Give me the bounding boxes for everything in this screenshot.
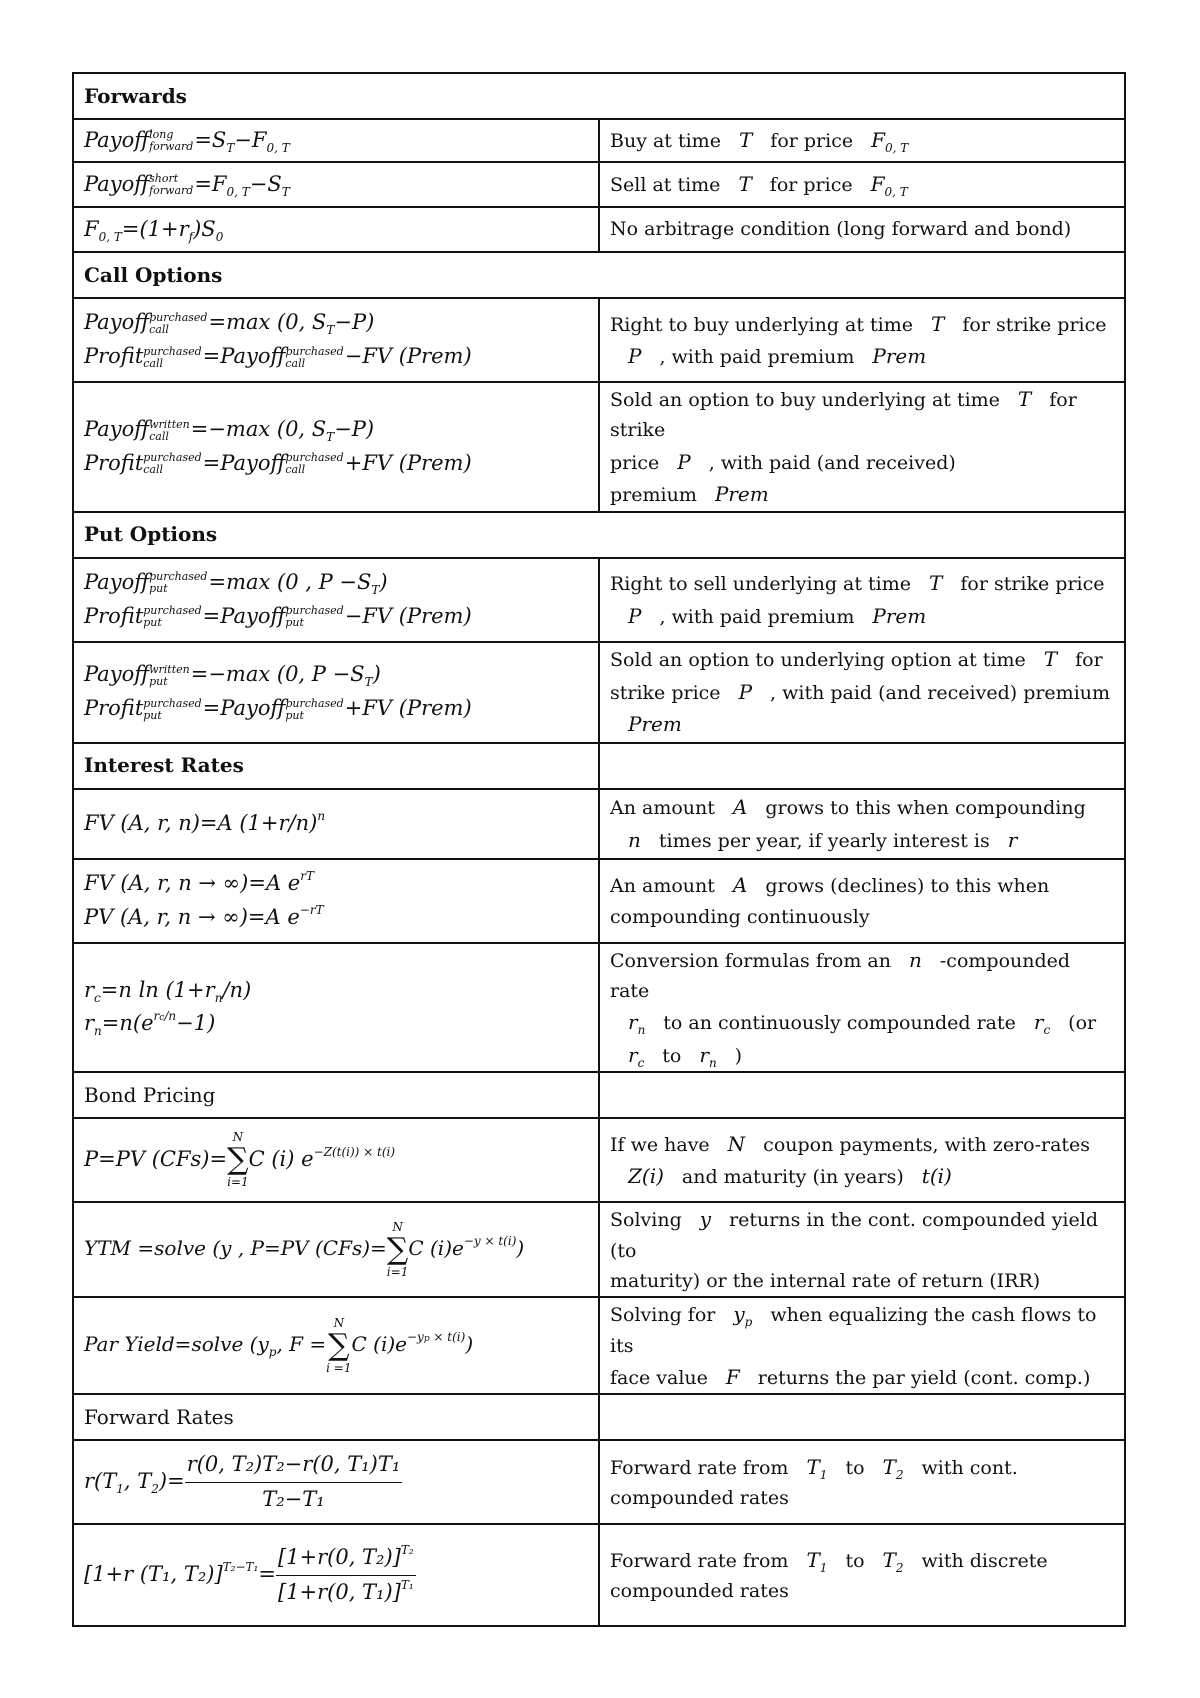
text-span: t(i) <box>921 1164 952 1189</box>
text-span: FV (A, r, n)=A (1+r/n) <box>84 810 318 835</box>
text-span: Sold an option to underlying option at time <box>610 649 1026 672</box>
text-span: call <box>285 463 306 477</box>
text-span: Bond Pricing <box>84 1082 216 1107</box>
text-span: −P) <box>334 417 375 442</box>
formula-cell <box>73 207 599 252</box>
text-span: F <box>725 1365 740 1390</box>
text-span: Profit <box>84 696 144 721</box>
text-span: r(T <box>84 1468 117 1493</box>
description-cell <box>599 1440 1125 1524</box>
text-span: n <box>637 1023 646 1038</box>
text-span: 0, T <box>884 185 908 200</box>
text-span: Forward rate from <box>610 1457 789 1480</box>
text-span: FV (A, r, n → ∞)=A e <box>84 870 301 895</box>
section-row-forwards <box>73 73 1125 119</box>
text-span: compounded rates <box>610 1487 789 1510</box>
text-span: −P) <box>334 310 375 335</box>
text-span: n <box>317 808 326 823</box>
empty-cell <box>599 743 1125 789</box>
text-span: , with paid premium <box>659 605 855 628</box>
text-span: Solving <box>610 1209 682 1232</box>
text-span: =−max (0, S <box>190 417 327 442</box>
text-span: T <box>364 675 373 690</box>
text-span: YTM =solve (y , P=PV (CFs)= <box>84 1236 387 1261</box>
text-span: put <box>143 616 162 630</box>
text-span: purchased <box>285 604 344 618</box>
text-span: ) <box>465 1332 474 1357</box>
section-row-bond-pricing <box>73 1072 1125 1118</box>
formula-row-rate-conversion <box>73 943 1125 1073</box>
description-cell <box>599 298 1125 382</box>
text-span: An amount <box>610 797 715 820</box>
text-span: T <box>326 323 335 338</box>
text-span: purchased <box>143 344 202 358</box>
formula-cell <box>73 1118 599 1202</box>
text-span: =Payoff <box>202 603 286 628</box>
description-cell <box>599 382 1125 512</box>
text-span: -compounded rate <box>610 949 1071 1002</box>
text-span: Prem <box>714 482 769 507</box>
text-span: ) <box>516 1236 525 1261</box>
section-heading-bond-pricing <box>73 1072 599 1118</box>
text-span: =S <box>194 127 227 152</box>
formula-cell <box>73 642 599 743</box>
text-span: Par Yield=solve (y <box>84 1332 269 1357</box>
section-heading-call-options <box>73 252 1125 298</box>
description-cell <box>599 789 1125 859</box>
formula-sheet-table <box>72 72 1126 1627</box>
text-span: call <box>143 356 164 370</box>
text-span: Interest Rates <box>84 753 244 778</box>
text-span: for <box>1075 649 1103 672</box>
formula-cell <box>73 859 599 943</box>
text-span: call <box>143 463 164 477</box>
text-span: r <box>84 1011 95 1036</box>
text-span: −FV (Prem) <box>344 603 472 628</box>
section-heading-forwards <box>73 73 1125 119</box>
text-span: Payoff <box>84 171 150 196</box>
text-span: −y × t(i) <box>463 1234 517 1249</box>
text-span: strike price <box>610 681 721 704</box>
text-span: coupon payments, with zero-rates <box>763 1133 1091 1156</box>
text-span: −F <box>234 127 267 152</box>
section-row-call-options <box>73 252 1125 298</box>
text-span: Payoff <box>84 662 150 687</box>
text-span: price <box>610 451 660 474</box>
text-span: = <box>258 1561 276 1586</box>
empty-cell <box>599 1072 1125 1118</box>
formula-row-forward-long <box>73 119 1125 162</box>
text-span: n <box>214 990 223 1005</box>
description-cell <box>599 558 1125 642</box>
formula-cell <box>73 943 599 1073</box>
text-span: c <box>94 990 101 1005</box>
text-span: p <box>268 1345 277 1360</box>
text-span: r <box>1033 1010 1044 1035</box>
text-span: P <box>628 344 642 368</box>
text-span: Prem <box>872 344 927 368</box>
text-span: −y <box>407 1330 424 1345</box>
text-span: and maturity (in years) <box>681 1166 904 1189</box>
formula-row-par-yield <box>73 1297 1125 1394</box>
description-cell <box>599 1297 1125 1394</box>
fraction <box>276 1541 416 1609</box>
text-span: =max (0 , P −S <box>208 569 372 594</box>
text-span: purchased <box>143 696 202 710</box>
text-span: −Z(t(i)) × t(i) <box>313 1144 396 1159</box>
text-span: r <box>699 1042 709 1067</box>
section-row-put-options <box>73 512 1125 558</box>
text-span: =max (0, S <box>208 310 327 335</box>
formula-row-put-purchased <box>73 558 1125 642</box>
formula-row-forward-rate-continuous <box>73 1440 1125 1524</box>
text-span: T <box>281 184 290 199</box>
text-span: call <box>149 322 169 336</box>
text-span: )S <box>193 216 216 241</box>
text-span: face value <box>610 1367 708 1390</box>
formula-cell <box>73 119 599 162</box>
text-span: written <box>149 662 190 676</box>
text-span: n <box>909 947 922 972</box>
text-span: P <box>738 679 753 704</box>
text-span: 1 <box>116 1481 124 1496</box>
text-span: N <box>727 1131 746 1156</box>
text-span: 2 <box>151 1481 159 1496</box>
text-span: Right to buy underlying at time <box>610 313 914 336</box>
text-span: compounded rates <box>610 1580 789 1603</box>
text-span: T <box>806 1548 820 1573</box>
text-span: T <box>738 172 752 197</box>
text-span: T <box>1043 647 1058 672</box>
text-span: f <box>188 229 194 244</box>
text-span: A <box>732 873 748 898</box>
text-span: purchased <box>143 451 202 465</box>
description-cell <box>599 1202 1125 1297</box>
text-span: Forward Rates <box>84 1405 234 1430</box>
text-span: Payoff <box>84 127 150 152</box>
text-span: compounding continuously <box>610 905 870 928</box>
text-span: i=1 <box>386 1264 409 1279</box>
text-span: Forward rate from <box>610 1550 789 1573</box>
text-span: ) <box>379 569 388 594</box>
section-heading-interest-rates <box>73 743 599 789</box>
text-span: T <box>929 571 943 596</box>
text-span: T <box>1017 387 1032 411</box>
text-span: rT <box>300 868 314 883</box>
text-span: C (i)e <box>351 1332 407 1357</box>
text-span: y <box>699 1207 712 1232</box>
text-span: Right to sell underlying at time <box>610 573 912 596</box>
text-span: T <box>806 1455 820 1480</box>
text-span: for strike price <box>960 573 1105 596</box>
text-span: n <box>708 1055 717 1070</box>
empty-cell <box>599 1394 1125 1440</box>
text-span: i=1 <box>227 1175 249 1190</box>
text-span: Forwards <box>84 83 187 108</box>
description-cell <box>599 1524 1125 1626</box>
formula-row-no-arbitrage <box>73 207 1125 252</box>
text-span: r <box>153 1009 160 1024</box>
text-span: Buy at time <box>610 130 721 153</box>
text-span: 2 <box>895 1468 904 1483</box>
text-span: T₁ <box>400 1577 414 1592</box>
section-row-interest-rates <box>73 743 1125 789</box>
text-span: p <box>744 1315 753 1330</box>
text-span: C (i) e <box>248 1146 314 1171</box>
text-span: [1+r (T₁, T₂)] <box>84 1561 223 1586</box>
text-span: P <box>677 449 691 474</box>
formula-row-forward-rate-discrete <box>73 1524 1125 1626</box>
text-span: P <box>628 603 642 628</box>
description-cell <box>599 162 1125 207</box>
description-cell <box>599 642 1125 743</box>
text-span: ) <box>734 1044 743 1067</box>
formula-row-fv-discrete <box>73 789 1125 859</box>
formula-row-call-written <box>73 382 1125 512</box>
text-span: for price <box>769 174 853 197</box>
text-span: call <box>149 429 169 443</box>
formula-row-call-purchased <box>73 298 1125 382</box>
fraction <box>185 1448 403 1516</box>
summation-symbol: N ∑ i =1 <box>326 1315 352 1375</box>
text-span: Conversion formulas from an <box>610 949 891 972</box>
text-span: call <box>285 356 306 370</box>
text-span: y <box>733 1302 745 1327</box>
text-span: Payoff <box>84 310 150 335</box>
text-span: C (i)e <box>408 1236 464 1261</box>
formula-cell <box>73 162 599 207</box>
formula-cell <box>73 1202 599 1297</box>
text-span: , with paid (and received) premium <box>770 681 1111 704</box>
text-span: Prem <box>872 603 927 628</box>
text-span: for price <box>770 130 854 153</box>
formula-cell <box>73 789 599 859</box>
text-span: grows (declines) to this when <box>765 875 1050 898</box>
text-span: (or <box>1068 1012 1097 1035</box>
summation-symbol: N ∑ i=1 <box>227 1130 249 1190</box>
text-span: put <box>143 708 162 722</box>
text-span: ) <box>372 662 381 687</box>
text-span: written <box>149 417 190 431</box>
text-span: T₂−T₁ <box>222 1559 259 1574</box>
text-span: Call Options <box>84 262 223 287</box>
text-span: F <box>84 216 99 241</box>
text-span: long <box>149 128 174 142</box>
text-span: , F = <box>276 1332 327 1357</box>
text-span: put <box>285 708 304 722</box>
text-span: returns the par yield (cont. comp.) <box>757 1367 1091 1390</box>
description-cell <box>599 859 1125 943</box>
text-span: 1 <box>819 1468 828 1483</box>
text-span: Sold an option to buy underlying at time <box>610 389 1000 411</box>
text-span: i =1 <box>326 1360 352 1375</box>
text-span: put <box>149 582 168 596</box>
text-span: purchased <box>149 310 208 324</box>
text-span: times per year, if yearly interest is <box>658 829 990 852</box>
text-span: to <box>845 1550 865 1573</box>
text-span: c <box>637 1055 645 1070</box>
text-span: r <box>1007 827 1018 852</box>
text-span: T₂−T₁ <box>262 1486 325 1511</box>
text-span: N <box>232 1130 244 1145</box>
section-row-forward-rates <box>73 1394 1125 1440</box>
text-span: r <box>628 1010 638 1035</box>
text-span: r <box>628 1042 638 1067</box>
formula-cell <box>73 1440 599 1524</box>
text-span: PV (A, r, n → ∞)=A e <box>84 904 300 929</box>
text-span: Z(i) <box>628 1164 664 1189</box>
text-span: )= <box>158 1468 185 1493</box>
text-span: 0, T <box>266 140 290 155</box>
section-heading-put-options <box>73 512 1125 558</box>
text-span: n <box>628 827 641 852</box>
text-span: −1) <box>176 1011 216 1036</box>
formula-cell <box>73 558 599 642</box>
text-span: T <box>738 128 753 153</box>
text-span: +FV (Prem) <box>344 450 472 475</box>
text-span: to an continuously compounded rate <box>663 1012 1016 1035</box>
text-span: c <box>159 1013 165 1024</box>
text-span: T <box>882 1455 896 1480</box>
formula-cell <box>73 1297 599 1394</box>
text-span: for strike price <box>962 313 1107 336</box>
text-span: T <box>371 582 380 597</box>
text-span: A <box>732 795 748 820</box>
text-span: purchased <box>285 344 344 358</box>
text-span: purchased <box>149 570 208 584</box>
text-span: Prem <box>628 712 682 737</box>
text-span: r <box>84 977 95 1002</box>
description-cell <box>599 1118 1125 1202</box>
text-span: −rT <box>299 902 324 917</box>
text-span: to <box>845 1457 865 1480</box>
formula-row-fv-continuous <box>73 859 1125 943</box>
text-span: with discrete <box>921 1550 1048 1573</box>
description-cell <box>599 943 1125 1073</box>
text-span: Profit <box>84 344 144 368</box>
text-span: , with paid premium <box>659 346 855 368</box>
text-span: p <box>423 1334 430 1345</box>
text-span: =(1+r <box>121 216 189 241</box>
text-span: /n <box>164 1009 177 1024</box>
text-span: Solving for <box>610 1304 716 1327</box>
text-span: T <box>226 140 235 155</box>
text-span: Profit <box>84 603 144 628</box>
text-span: purchased <box>285 451 344 465</box>
text-span: =Payoff <box>202 450 286 475</box>
text-span: [1+r(0, T₁)] <box>277 1579 401 1604</box>
text-span: 0, T <box>226 184 250 199</box>
text-span: n <box>94 1024 102 1039</box>
text-span: +FV (Prem) <box>344 696 472 721</box>
text-span: forward <box>149 184 194 198</box>
summation-symbol: N ∑ i=1 <box>386 1219 409 1279</box>
formula-cell <box>73 1524 599 1626</box>
text-span: =Payoff <box>202 344 286 368</box>
text-span: when equalizing the cash flows to its <box>610 1304 1097 1357</box>
text-span: , with paid (and received) premium <box>610 451 956 507</box>
text-span: put <box>149 674 168 688</box>
text-span: T <box>882 1548 896 1573</box>
text-span: =n ln (1+r <box>100 977 215 1002</box>
text-span: grows to this when compounding <box>765 797 1086 820</box>
formula-row-put-written <box>73 642 1125 743</box>
text-span: 1 <box>819 1561 828 1576</box>
text-span: , T <box>123 1468 152 1493</box>
text-span: Sell at time <box>610 174 721 197</box>
text-span: T₂ <box>400 1543 414 1558</box>
text-span: put <box>285 616 304 630</box>
text-span: Payoff <box>84 569 150 594</box>
description-cell: No arbitrage condition (long forward and bond) <box>599 207 1125 252</box>
text-span: for strike <box>610 389 1077 442</box>
text-span: =−max (0, P −S <box>190 662 365 687</box>
text-span: 0, T <box>885 141 909 156</box>
text-span: to <box>662 1044 682 1067</box>
text-span: short <box>149 172 179 186</box>
text-span: forward <box>149 140 194 154</box>
text-span: N <box>333 1315 345 1330</box>
text-span: Profit <box>84 450 144 475</box>
text-span: r(0, T₂)T₂−r(0, T₁)T₁ <box>185 1448 403 1483</box>
section-heading-forward-rates <box>73 1394 599 1440</box>
text-span: 0 <box>215 229 224 244</box>
text-span: with cont. <box>921 1457 1018 1480</box>
text-span: Payoff <box>84 417 150 442</box>
text-span: /n) <box>222 977 252 1002</box>
text-span: Put Options <box>84 522 218 547</box>
text-span: If we have <box>610 1133 710 1156</box>
text-span: =n(e <box>101 1011 154 1036</box>
text-span: =F <box>194 171 227 196</box>
formula-cell <box>73 382 599 512</box>
formula-row-bond-price <box>73 1118 1125 1202</box>
text-span: 2 <box>895 1561 904 1576</box>
text-span: T <box>931 311 945 336</box>
text-span: F <box>870 172 885 197</box>
text-span: 0, T <box>98 229 122 244</box>
text-span: F <box>871 128 885 153</box>
formula-row-forward-short <box>73 162 1125 207</box>
text-span: An amount <box>610 875 715 898</box>
formula-row-ytm <box>73 1202 1125 1297</box>
text-span: purchased <box>143 604 202 618</box>
text-span: purchased <box>285 696 344 710</box>
text-span: T <box>326 430 335 445</box>
text-span: N <box>392 1219 403 1234</box>
text-span: × t(i) <box>429 1330 466 1345</box>
description-cell <box>599 119 1125 162</box>
text-span: P=PV (CFs)= <box>84 1146 228 1171</box>
text-span: −S <box>249 171 282 196</box>
text-span: =Payoff <box>202 696 286 721</box>
text-span: −FV (Prem) <box>344 344 472 368</box>
text-span: c <box>1043 1023 1051 1038</box>
text-span: maturity) or the internal rate of return (IRR) <box>610 1269 1041 1292</box>
text-span: returns in the cont. compounded yield (to <box>610 1209 1098 1262</box>
formula-cell <box>73 298 599 382</box>
text-span: [1+r(0, T₂)] <box>277 1545 401 1570</box>
